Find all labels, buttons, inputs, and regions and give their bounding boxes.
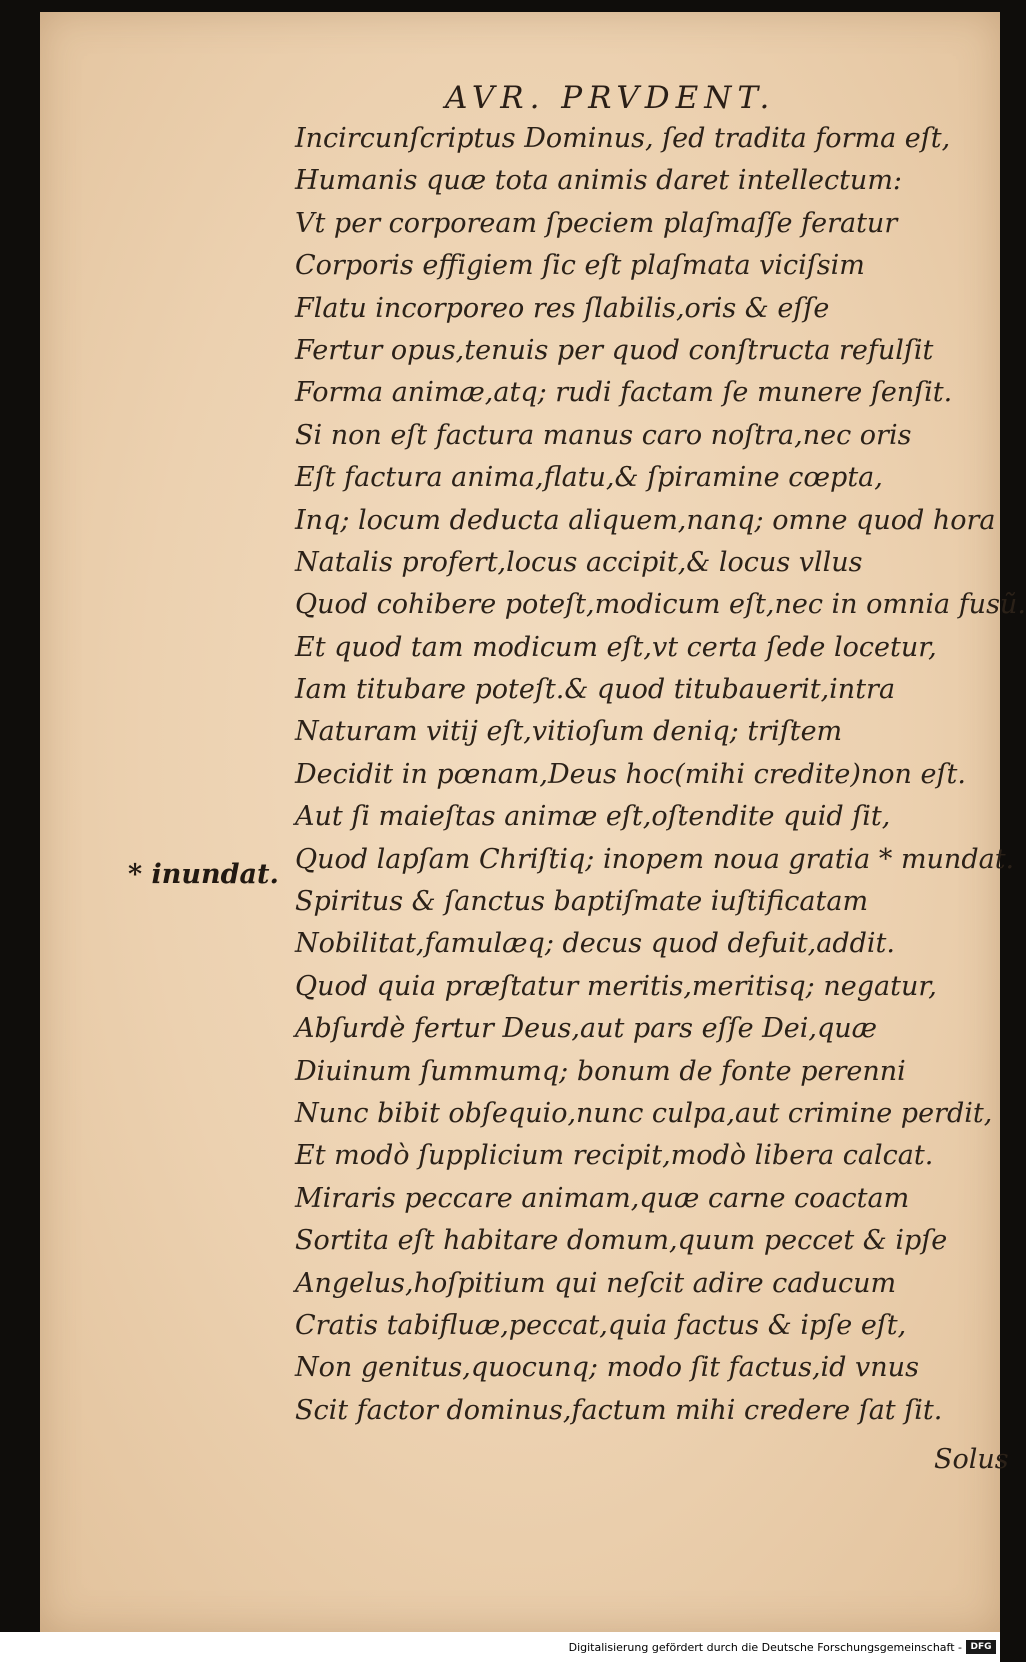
book-page: [40, 12, 1026, 1632]
verse-line: Non genitus,quocunq; modo ſit factus,id vnus: [295, 1352, 919, 1384]
verse-line: Et modò ſupplicium recipit,modò libera calcat.: [295, 1140, 934, 1172]
verse-line: Sortita eſt habitare domum,quum peccet & ipſe: [295, 1225, 948, 1257]
footer-bar: [0, 1632, 1000, 1662]
verse-line: Cratis tabifluæ,peccat,quia factus & ipſe eſt,: [295, 1309, 907, 1341]
verse-line: Inq; locum deducta aliquem,nanq; omne quod hora: [295, 504, 996, 536]
verse-line: Flatu incorporeo res ſlabilis,oris & eſſe: [295, 292, 830, 324]
verse-line: Forma animæ,atq; rudi factam ſe munere ſenſit.: [295, 377, 953, 409]
verse-line: Quod quia præſtatur meritis,meritisq; negatur,: [295, 970, 937, 1002]
verse-line: Spiritus & ſanctus baptiſmate iuſtificatam: [295, 886, 869, 918]
verse-line: Et quod tam modicum eſt,vt certa ſede locetur,: [295, 631, 937, 663]
verse-line: Vt per corpoream ſpeciem plaſmaſſe feratur: [295, 207, 898, 239]
verse-line: Abſurdè fertur Deus,aut pars eſſe Dei,quæ: [295, 1013, 878, 1045]
verse-line: Iam titubare poteſt.& quod titubauerit,intra: [295, 674, 896, 706]
verse-line: Humanis quæ tota animis daret intellectum:: [295, 165, 903, 197]
margin-note: * inundat.: [128, 859, 279, 890]
verse-line: Quod lapſam Chriſtiq; inopem noua gratia * mundat.: [295, 843, 1015, 875]
verse-line: Eſt factura anima,flatu,& ſpiramine cœpta,: [295, 462, 883, 494]
verse-line: Incircunſcriptus Dominus, ſed tradita forma eſt,: [295, 123, 951, 154]
verse-line: Si non eſt factura manus caro noſtra,nec oris: [295, 419, 912, 451]
verse-line: Angelus,hoſpitium qui neſcit adire caducum: [295, 1267, 897, 1299]
verse-line: Natalis profert,locus accipit,& locus vllus: [295, 546, 863, 578]
verse-block: [295, 118, 1026, 1432]
verse-line: Nobilitat,famulæq; decus quod defuit,addit.: [295, 928, 895, 960]
verse-line: Scit factor dominus,factum mihi credere ſat ſit.: [295, 1394, 943, 1426]
verse-line: Corporis effigiem ſic eſt plaſmata viciſsim: [295, 250, 865, 282]
verse-line: Fertur opus,tenuis per quod conſtructa refulſit: [295, 334, 934, 366]
verse-line: Nunc bibit obſequio,nunc culpa,aut crimine perdit,: [295, 1097, 993, 1129]
verse-line: Diuinum ſummumq; bonum de fonte perenni: [295, 1055, 906, 1087]
catchword: Solus: [934, 1444, 1009, 1475]
verse-line: Naturam vitij eſt,vitioſum deniq; triſtem: [295, 716, 843, 748]
verse-line: Miraris peccare animam,quæ carne coactam: [295, 1182, 910, 1214]
running-header: AVR. PRVDENT.: [445, 80, 776, 116]
verse-line: Quod cohibere poteſt,modicum eſt,nec in omnia fusũ.: [295, 589, 1026, 621]
dfg-logo: DFG: [966, 1640, 996, 1654]
verse-line: Decidit in pœnam,Deus hoc(mihi credite)non eſt.: [295, 758, 966, 790]
verse-line: Aut ſi maieſtas animæ eſt,oſtendite quid ſit,: [295, 801, 891, 833]
funding-credit: Digitalisierung gefördert durch die Deutsche Forschungsgemeinschaft -: [568, 1641, 962, 1654]
